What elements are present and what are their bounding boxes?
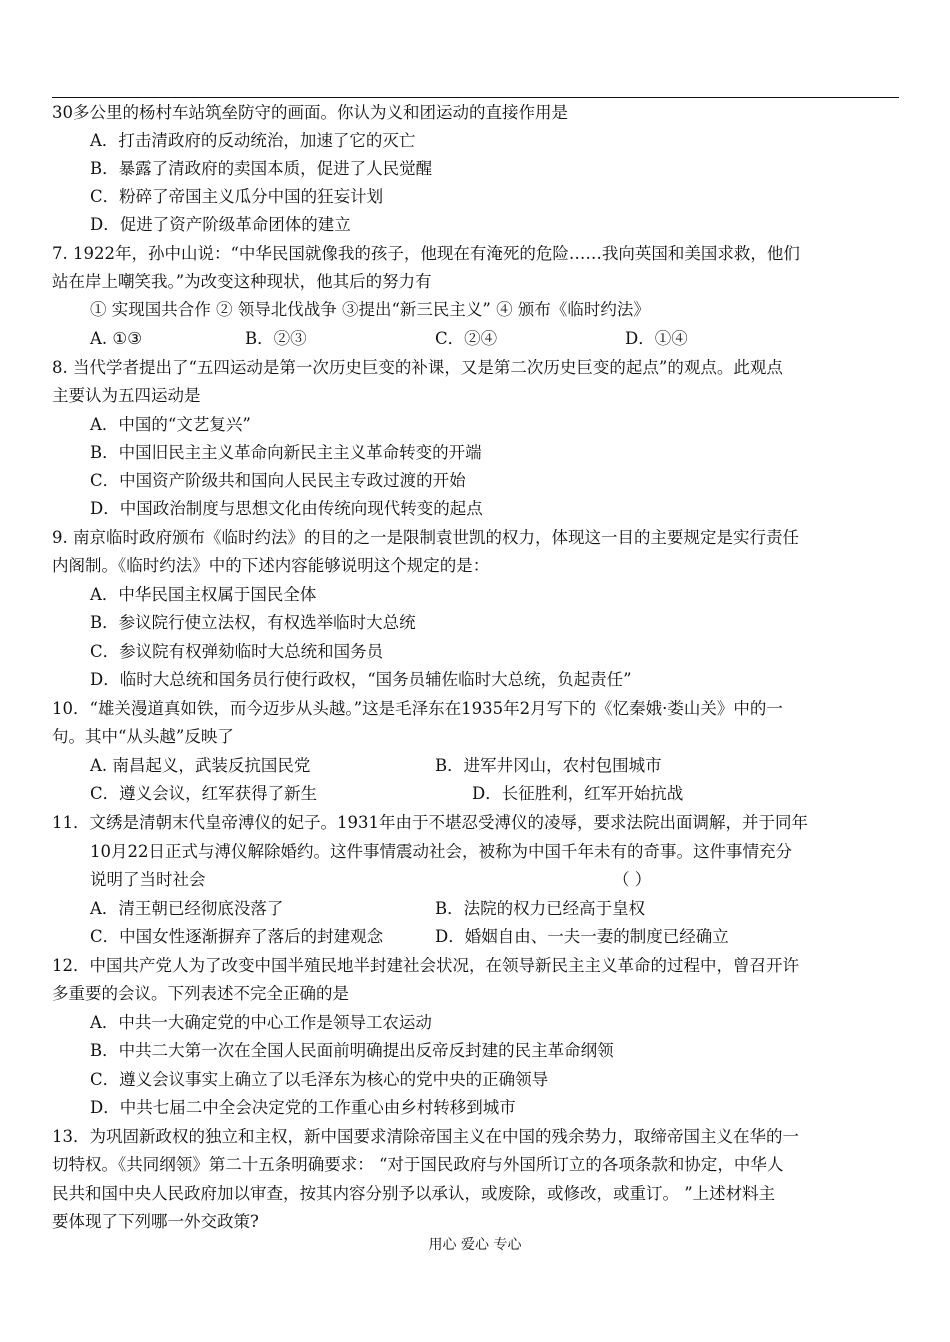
q10-option-a: A. 南昌起义，武装反抗国民党 (90, 756, 311, 775)
q11-stem-line2: 10月22日正式与溥仪解除婚约。这件事情震动社会，被称为中国千年未有的奇事。这件事情充分 (90, 842, 792, 861)
q7-option-a: A. ①③ (90, 329, 142, 348)
q7-option-c: C．②④ (435, 329, 498, 348)
q12-option-c: C．遵义会议事实上确立了以毛泽东为核心的党中央的正确领导 (90, 1070, 549, 1089)
q12-stem-line2: 多重要的会议。下列表述不完全正确的是 (52, 984, 349, 1003)
q12-option-a: A．中共一大确定党的中心工作是领导工农运动 (90, 1013, 432, 1032)
q8-stem-line2: 主要认为五四运动是 (52, 386, 201, 405)
q13-stem-line4: 要体现了下列哪一外交政策? (52, 1212, 259, 1231)
q10-option-d: D．长征胜利，红军开始抗战 (472, 784, 684, 803)
q7-stem-line1: 7. 1922年，孙中山说：“中华民国就像我的孩子，他现在有淹死的危险……我向英国和美国求救，他们 (52, 244, 800, 263)
q6-option-a: A．打击清政府的反动统治，加速了它的灭亡 (90, 131, 416, 150)
q9-option-d: D．临时大总统和国务员行使行政权，“国务员辅佐临时大总统，负起责任” (90, 670, 632, 689)
q12-option-d: D．中共七届二中全会决定党的工作重心由乡村转移到城市 (90, 1098, 516, 1117)
q8-option-d: D．中国政治制度与思想文化由传统向现代转变的起点 (90, 499, 483, 518)
q11-option-d: D．婚姻自由、一夫一妻的制度已经确立 (435, 927, 729, 946)
q8-option-c: C．中国资产阶级共和国向人民民主专政过渡的开始 (90, 471, 466, 490)
q11-option-b: B．法院的权力已经高于皇权 (435, 899, 646, 918)
q7-option-b: B．②③ (245, 329, 307, 348)
q10-option-b: B．进军井冈山，农村包围城市 (435, 756, 662, 775)
header-rule (52, 97, 899, 98)
q9-option-b: B．参议院行使立法权，有权选举临时大总统 (90, 613, 416, 632)
q13-stem-line1: 13．为巩固新政权的独立和主权，新中国要求清除帝国主义在中国的残余势力，取缔帝国主义在华的一 (52, 1127, 799, 1146)
q6-option-b: B．暴露了清政府的卖国本质，促进了人民觉醒 (90, 159, 433, 178)
q12-option-b: B．中共二大第一次在全国人民面前明确提出反帝反封建的民主革命纲领 (90, 1041, 614, 1060)
q9-stem-line2: 内阁制。《临时约法》中的下述内容能够说明这个规定的是： (52, 556, 490, 575)
q6-stem-tail: 30多公里的杨村车站筑垒防守的画面。你认为义和团运动的直接作用是 (52, 103, 568, 122)
q9-option-a: A．中华民国主权属于国民全体 (90, 585, 317, 604)
q11-stem-line1: 11．文绣是清朝末代皇帝溥仪的妃子。1931年由于不堪忍受溥仪的凌辱，要求法院出面调解，并于同年 (52, 813, 808, 832)
q9-stem-line1: 9. 南京临时政府颁布《临时约法》的目的之一是限制袁世凯的权力，体现这一目的主要规定是实行责任 (52, 528, 799, 547)
q12-stem-line1: 12．中国共产党人为了改变中国半殖民地半封建社会状况，在领导新民主主义革命的过程中，曾召开许 (52, 956, 799, 975)
q7-option-d: D．①④ (625, 329, 688, 348)
q8-stem-line1: 8. 当代学者提出了“五四运动是第一次历史巨变的补课，又是第二次历史巨变的起点”的观点。此观点 (52, 358, 783, 377)
q6-option-c: C．粉碎了帝国主义瓜分中国的狂妄计划 (90, 187, 384, 206)
q10-stem-line1: 10．“雄关漫道真如铁，而今迈步从头越。”这是毛泽东在1935年2月写下的《忆秦娥·娄山关》中的一 (52, 699, 783, 718)
q7-stem-line2: 站在岸上嘲笑我。”为改变这种现状，他其后的努力有 (52, 272, 432, 291)
q9-option-c: C．参议院有权弹劾临时大总统和国务员 (90, 642, 384, 661)
q13-stem-line3: 民共和国中央人民政府加以审查，按其内容分别予以承认，或废除，或修改，或重订。 ”上述材料主 (52, 1184, 776, 1203)
q11-option-c: C．中国女性逐渐摒弃了落后的封建观念 (90, 927, 384, 946)
page-footer: 用心 爱心 专心 (428, 1237, 522, 1253)
q10-stem-line2: 句。其中“从头越”反映了 (52, 727, 234, 746)
q8-option-b: B．中国旧民主主义革命向新民主主义革命转变的开端 (90, 443, 482, 462)
q8-option-a: A．中国的“文艺复兴” (90, 415, 251, 434)
q7-statements: ① 实现国共合作 ② 领导北伐战争 ③提出“新三民主义” ④ 颁布《临时约法》 (90, 300, 650, 319)
q11-answer-parentheses: （ ） (613, 870, 652, 889)
q11-stem-line3: 说明了当时社会 (90, 870, 206, 889)
q10-option-c: C．遵义会议，红军获得了新生 (90, 784, 318, 803)
q11-option-a: A．清王朝已经彻底没落了 (90, 899, 284, 918)
q6-option-d: D．促进了资产阶级革命团体的建立 (90, 215, 351, 234)
q13-stem-line2: 切特权。《共同纲领》第二十五条明确要求： “对于国民政府与外国所订立的各项条款和协定，中华人 (52, 1155, 784, 1174)
